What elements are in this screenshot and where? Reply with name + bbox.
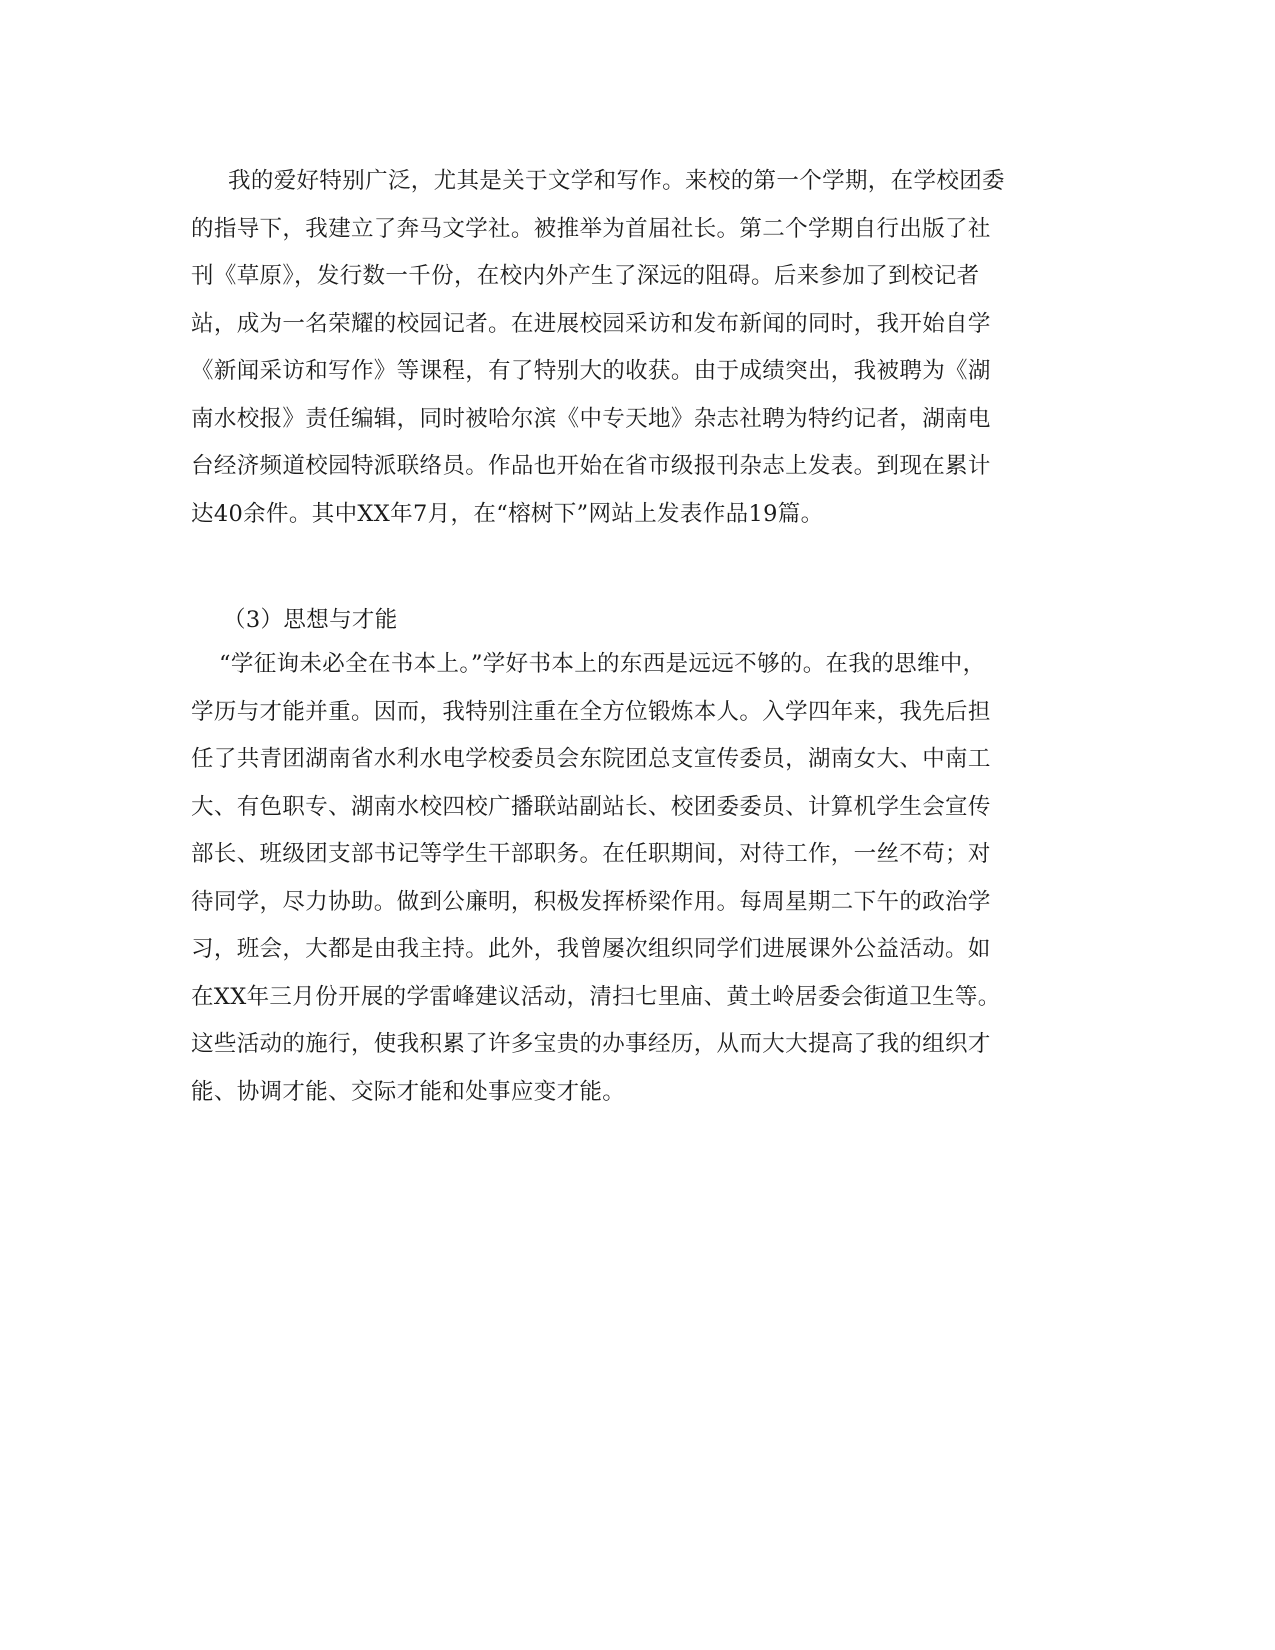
paragraph-line: 习，班会，大都是由我主持。此外，我曾屡次组织同学们进展课外公益活动。如 <box>191 936 991 962</box>
paragraph-line: 学历与才能并重。因而，我特别注重在全方位锻炼本人。入学四年来，我先后担 <box>191 698 991 725</box>
paragraph-line: 南水校报》责任编辑，同时被哈尔滨《中专天地》杂志社聘为特约记者，湖南电 <box>191 405 991 432</box>
paragraph-line: 部长、班级团支部书记等学生干部职务。在任职期间，对待工作，一丝不苟；对 <box>191 841 991 867</box>
paragraph-line: 大、有色职专、湖南水校四校广播联站副站长、校团委委员、计算机学生会宣传 <box>191 793 991 820</box>
paragraph-thought-ability <box>191 641 1071 1116</box>
section-heading <box>191 597 1071 645</box>
paragraph-hobbies <box>191 158 1071 538</box>
paragraph-line: 任了共青团湖南省水利水电学校委员会东院团总支宣传委员，湖南女大、中南工 <box>191 746 991 772</box>
paragraph-line: 待同学，尽力协助。做到公廉明，积极发挥桥梁作用。每周星期二下午的政治学 <box>191 888 991 915</box>
paragraph-line: 能、协调才能、交际才能和处事应变才能。 <box>191 1078 626 1105</box>
paragraph-line: 这些活动的施行，使我积累了许多宝贵的办事经历，从而大大提高了我的组织才 <box>191 1031 991 1057</box>
paragraph-line: 的指导下，我建立了奔马文学社。被推举为首届社长。第二个学期自行出版了社 <box>191 215 991 242</box>
paragraph-line: 《新闻采访和写作》等课程，有了特别大的收获。由于成绩突出，我被聘为《湖 <box>191 358 991 384</box>
paragraph-line: 达40余件。其中XX年7月，在“榕树下”网站上发表作品19篇。 <box>191 500 824 527</box>
section-heading-text: （3）思想与才能 <box>223 607 398 633</box>
paragraph-line: 台经济频道校园特派联络员。作品也开始在省市级报刊杂志上发表。到现在累计 <box>191 453 991 479</box>
paragraph-line: 我的爱好特别广泛，尤其是关于文学和写作。来校的第一个学期，在学校团委 <box>228 168 1005 194</box>
paragraph-line: 在XX年三月份开展的学雷峰建议活动，清扫七里庙、黄土岭居委会街道卫生等。 <box>191 983 1001 1010</box>
paragraph-line: “学征询未必全在书本上。”学好书本上的东西是远远不够的。在我的思维中， <box>219 651 986 677</box>
paragraph-line: 站，成为一名荣耀的校园记者。在进展校园采访和发布新闻的同时，我开始自学 <box>191 310 991 337</box>
paragraph-line: 刊《草原》，发行数一千份，在校内外产生了深远的阻碍。后来参加了到校记者 <box>191 263 980 289</box>
